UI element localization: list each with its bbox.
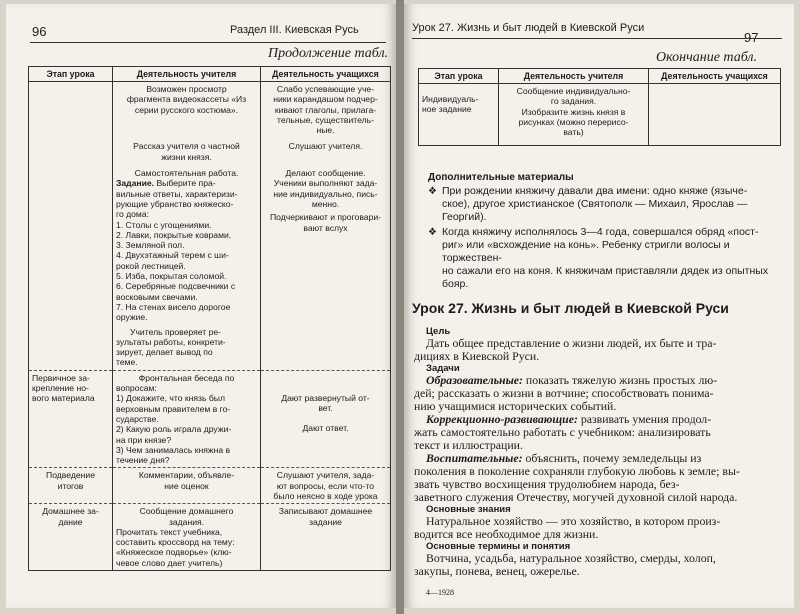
goal-label: Цель	[426, 326, 451, 337]
cell-line: Дают ответ.	[302, 423, 349, 434]
print-signature: 4—1928	[426, 588, 454, 597]
knowledge-line: водится все необходимое для жизни.	[414, 527, 599, 541]
cell-line: восковыми свечами.	[116, 291, 198, 302]
cell-line: было неясно в ходе урока	[273, 490, 378, 501]
cell-line: Сообщение домашнего	[139, 506, 234, 517]
cell-line: Записывают домашнее	[278, 506, 373, 517]
tasks-label: Задачи	[426, 363, 460, 374]
cell-line: сударстве.	[116, 413, 159, 424]
cell-line: 2) Какую роль играла дружи-	[116, 424, 232, 435]
terms-label: Основные термины и понятия	[426, 541, 571, 552]
additional-materials	[428, 172, 778, 291]
vos-line: объяснить, почему земледельцы из	[525, 451, 702, 465]
cell-line: Самостоятельная работа.	[134, 168, 239, 179]
cell-line: 4. Двухэтажный терем с ши-	[116, 250, 229, 261]
cell-line: Изобразите жизнь князя в	[521, 106, 626, 117]
cell-line: вопросам:	[116, 383, 157, 394]
cell-line: Выберите пра-	[156, 178, 216, 189]
cell-line: задания.	[168, 516, 205, 527]
cell-line: фрагмента видеокассеты «Из	[126, 94, 247, 105]
cell-line: серии русского костюма».	[134, 104, 239, 115]
table-row	[29, 468, 391, 504]
goal-line: Дать общее представление о жизни людей, их быте и тра-	[426, 336, 717, 350]
cell-line: 6. Серебряные подсвечники с	[116, 281, 236, 292]
corr-line: жать самостоятельно работать с учебником: анализировать	[414, 425, 711, 439]
cell-line: рисунках (можно перерисо-	[518, 116, 629, 127]
cell-line: чевое слово дает учитель)	[116, 557, 223, 568]
list-item	[428, 185, 778, 224]
table-row	[29, 504, 391, 571]
bullet-line: риг» или «всхождение на конь». Ребенку стригли волосы и торжествен-	[442, 239, 730, 264]
right-lesson-table	[418, 68, 781, 146]
right-running-header: Урок 27. Жизнь и быт людей в Киевской Руси	[412, 22, 645, 34]
cell-line: вать)	[563, 127, 584, 138]
cell-line: Сообщение индивидуально-	[516, 86, 631, 96]
cell-line: Ученики выполняют зада-	[273, 178, 378, 189]
cell-line: Делают сообщение.	[285, 168, 366, 179]
task-label: Задание.	[116, 178, 155, 189]
right-header-rule	[412, 38, 782, 39]
diamond-bullet-icon: ❖	[428, 227, 437, 238]
lesson-title: Урок 27. Жизнь и быт людей в Киевской Руси	[412, 300, 729, 316]
vos-line: поколения в поколение сохраняли глубокую любовь к земле; вы-	[414, 464, 740, 478]
left-continuation-label: Продолжение табл.	[268, 46, 389, 61]
cell-line: менно.	[311, 198, 340, 209]
cell-line: Слушают учителя.	[288, 141, 363, 152]
cell-line: Подведение	[46, 470, 95, 481]
table-row	[29, 370, 391, 468]
cell-line: итогов	[57, 480, 84, 491]
right-continuation-label: Окончание табл.	[656, 50, 757, 65]
vos-line: заветного служения Отечеству, могучей духовной силой народа.	[414, 490, 738, 504]
bullet-line: Георгий).	[442, 211, 487, 223]
col-header-teacher: Деятельность учителя	[499, 69, 649, 84]
cell-line: зирует, делает вывод по	[116, 347, 213, 358]
cell-line: Возможен просмотр	[146, 84, 227, 94]
left-page-number: 96	[32, 24, 47, 39]
bullet-line: Когда княжичу исполнялось 3—4 года, совершался обряд «пост-	[442, 226, 759, 238]
edu-line: дей; рассказать о жизни в вотчине; способствовать понима-	[414, 386, 714, 400]
left-running-header: Раздел III. Киевская Русь	[230, 24, 359, 36]
bullet-line: но сажали его на коня. К княжичам приставляли дядек из опытных	[442, 265, 769, 277]
cell-line: Слушают учителя, зада-	[276, 470, 375, 481]
table-row	[29, 164, 391, 370]
cell-line: зультаты работы, конкрети-	[116, 336, 226, 347]
col-header-teacher: Деятельность учителя	[113, 67, 261, 82]
lesson-body	[414, 326, 784, 578]
cell-line: Комментарии, объявле-	[138, 470, 235, 481]
cell-line: верховным правителем в го-	[116, 403, 231, 414]
cell-line: 3) Чем занималась княжна в	[116, 444, 231, 455]
edu-line: нию учащимися исторических событий.	[414, 399, 617, 413]
cell-line: 1. Столы с угощениями.	[116, 219, 212, 230]
table-row	[29, 137, 391, 164]
col-header-stage: Этап урока	[419, 69, 499, 84]
cell-line: 3. Земляной пол.	[116, 240, 185, 251]
knowledge-label: Основные знания	[426, 504, 511, 515]
cell-line: «Княжеское подворье» (клю-	[116, 547, 232, 558]
cell-line: ние оценок	[164, 480, 209, 491]
left-header-rule	[30, 42, 386, 43]
corr-line: развивать умения продол-	[580, 412, 712, 426]
cell-line: ют вопросы, если что-то	[276, 480, 375, 491]
cell-line: Дают развернутый от-	[281, 392, 370, 403]
cell-line: жизни князя.	[161, 151, 212, 162]
left-page	[6, 4, 396, 608]
cell-line: ное задание	[422, 104, 472, 115]
table-row	[419, 84, 781, 146]
cell-line: ние индивидуально, пись-	[273, 188, 378, 199]
cell-line: 7. На стенах висело дорогое	[116, 301, 231, 312]
cell-line: го задания.	[550, 96, 597, 107]
table-row	[29, 82, 391, 138]
cell-line: Слабо успевающие уче-	[276, 84, 375, 94]
col-header-students: Деятельность учащихся	[261, 67, 391, 82]
corr-label: Коррекционно-развивающие:	[426, 412, 578, 426]
cell-line: вильные ответы, характеризи-	[116, 188, 238, 199]
cell-line: Прочитать текст учебника,	[116, 526, 223, 537]
cell-line: го дома:	[116, 209, 149, 220]
book-gutter	[396, 0, 404, 614]
cell-line: 2. Лавки, покрытые коврами.	[116, 229, 232, 240]
diamond-bullet-icon: ❖	[428, 186, 437, 197]
cell-line: течение дня?	[116, 455, 170, 466]
right-page-number: 97	[744, 30, 759, 45]
knowledge-line: Натуральное хозяйство — это хозяйство, в котором произ-	[426, 514, 721, 528]
cell-line: вого материала	[32, 393, 95, 404]
terms-line: закупы, понева, венец, ожерелье.	[414, 564, 580, 578]
edu-line: показать тяжелую жизнь простых лю-	[525, 373, 718, 387]
cell-line: ные.	[316, 125, 335, 136]
cell-line: ники карандашом подчер-	[273, 94, 378, 105]
bullet-line: При рождении княжичу давали два имени: одно княже (языче-	[442, 185, 748, 197]
cell-line: вет.	[318, 403, 333, 414]
cell-line: задание	[309, 516, 342, 527]
col-header-stage: Этап урока	[29, 67, 113, 82]
cell-line: составить кроссворд на тему:	[116, 537, 235, 548]
cell-line: Фронтальная беседа по	[138, 372, 235, 383]
cell-line: 5. Изба, покрытая соломой.	[116, 271, 227, 282]
vos-line: звать чувство восхищения трудолюбием народа, без-	[414, 477, 680, 491]
cell-line: оружие.	[116, 312, 148, 323]
bullet-line: ское), другое христианское (Святополк — Михаил, Ярослав —	[442, 198, 748, 210]
cell-line: вают вслух	[303, 222, 348, 233]
cell-line: дание	[58, 516, 83, 527]
left-lesson-table	[28, 66, 391, 571]
corr-line: текст и иллюстрации.	[414, 438, 523, 452]
cell-line: Первичное за-	[32, 372, 90, 383]
cell-line: кивают глаголы, прилага-	[274, 104, 377, 115]
cell-line: теме.	[116, 357, 138, 368]
terms-line: Вотчина, усадьба, натуральное хозяйство, смерды, холоп,	[426, 551, 716, 565]
list-item	[428, 226, 778, 291]
cell-line: Подчеркивают и проговари-	[269, 212, 382, 223]
vos-label: Воспитательные:	[426, 451, 523, 465]
cell-line: 1) Докажите, что князь был	[116, 393, 225, 404]
additional-title: Дополнительные материалы	[428, 172, 574, 183]
cell-line: Индивидуаль-	[422, 94, 479, 104]
cell-line: Учитель проверяет ре-	[130, 326, 221, 337]
edu-label: Образовательные:	[426, 373, 523, 387]
cell-line: Рассказ учителя о частной	[133, 141, 240, 152]
goal-line: дициях в Киевской Руси.	[414, 349, 540, 363]
cell-line: на при князе?	[116, 434, 172, 445]
cell-line: тельные, существитель-	[277, 114, 374, 125]
bullet-line: бояр.	[442, 278, 469, 290]
col-header-students: Деятельность учащихся	[649, 69, 781, 84]
right-page	[404, 4, 794, 608]
cell-line: Домашнее за-	[42, 506, 99, 517]
cell-line: рокой лестницей.	[116, 260, 186, 271]
cell-line: крепление но-	[32, 383, 89, 394]
cell-line: рующие убранство княжеско-	[116, 198, 234, 209]
